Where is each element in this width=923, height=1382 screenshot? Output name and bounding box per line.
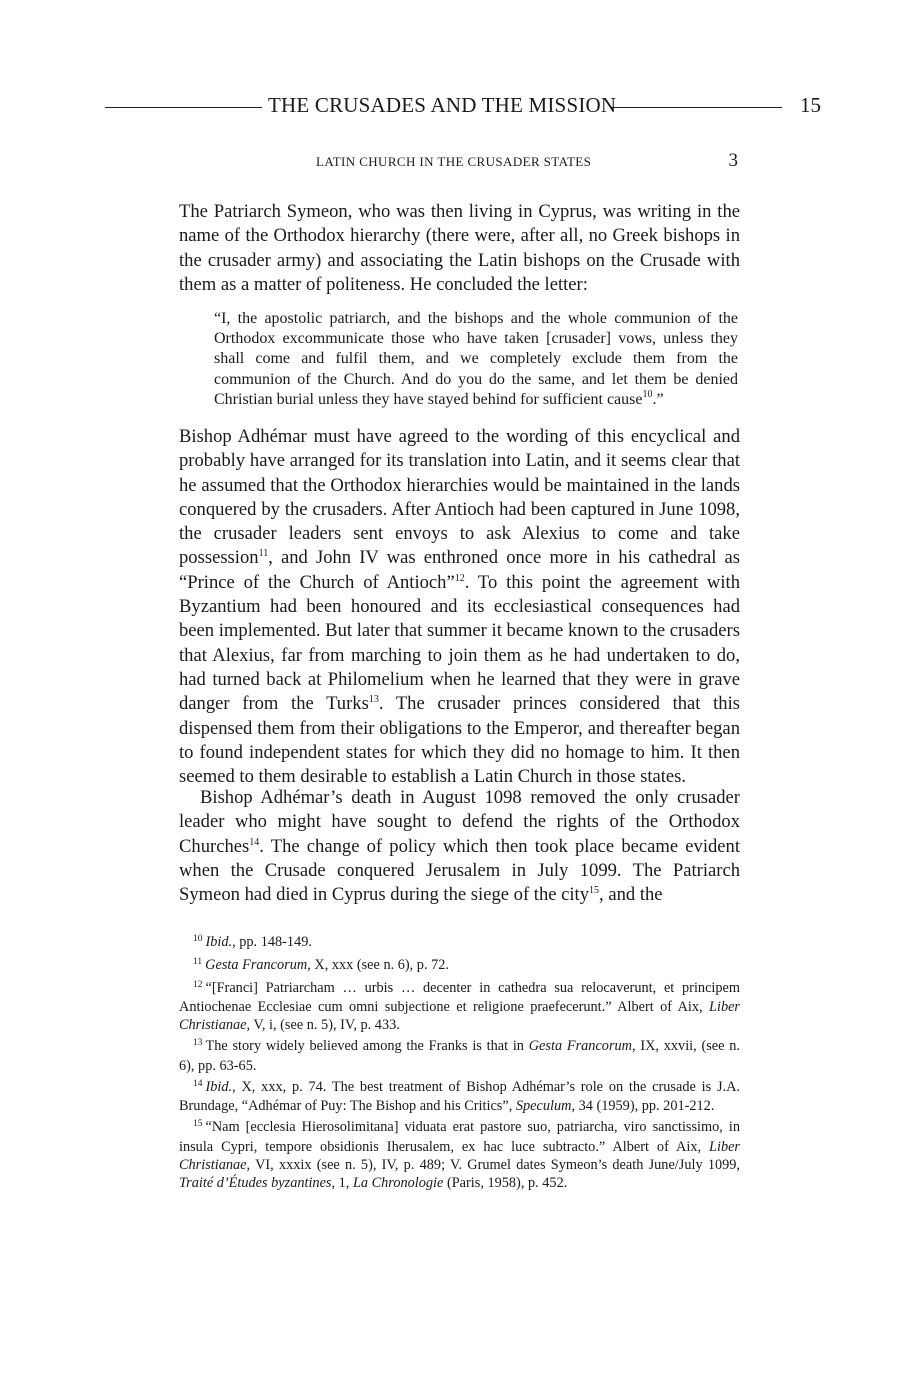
paragraph-text: Bishop Adhémar must have agreed to the wording of this encyclical and probably have arranged for its translation into Latin, and it seems clear that he assumed that the Orthodox hierarchies would be maintained in the lands conquered by the crusaders. After Antioch had been captured in June 1098, the crusader leaders sent envoys to ask Alexius to come and take possession	[179, 426, 740, 569]
footnote-number: 15	[193, 1119, 203, 1130]
running-header-title: THE CRUSADES AND THE MISSION	[268, 93, 617, 117]
footnote-italic: Liber Christianae	[179, 1138, 740, 1173]
paragraph-text: . The crusader princes considered that this dispensed them from their obligations to the Emperor, and thereafter began to found independent states for which they did no homage to him. It then seemed to them desirable to establish a Latin Church in those states.	[179, 693, 740, 788]
footnote-italic: Ibid.	[205, 934, 233, 950]
header-rule-left	[105, 107, 262, 108]
paragraph-text: Bishop Adhémar’s death in August 1098 removed the only crusader leader who might have sought to defend the rights of the Orthodox Churches	[179, 787, 740, 857]
block-quote	[214, 309, 738, 410]
paragraph-text: . To this point the agreement with Byzantium had been honoured and its ecclesiastical consequences had been implemented. But later that summer it became known to the crusaders that Alexius, far from marching to join them as he had undertaken to do, had turned back at Philomelium when he learned that they were in grave danger from the Turks	[179, 571, 740, 715]
footnote-text: , pp. 148-149.	[232, 934, 312, 950]
footnote-number: 13	[193, 1037, 203, 1048]
quote-end: .”	[652, 390, 664, 408]
footnote-text: (Paris, 1958), p. 452.	[443, 1174, 568, 1191]
article-header	[179, 150, 740, 174]
paragraph-text: The Patriarch Symeon, who was then living in Cyprus, was writing in the name of the Orthodox hierarchy (there were, after all, no Greek bishops in the crusader army) and associating the Latin bishops on the Crusade with them as a matter of politeness. He concluded the letter:	[179, 201, 740, 295]
footnote-13	[179, 1038, 740, 1076]
note-reference-14[interactable]: 14	[249, 836, 260, 848]
article-header-page-number: 3	[728, 150, 738, 171]
paragraph-text: , and John IV was enthroned once more in his cathedral as “Prince of the Church of Antioch”	[179, 547, 740, 593]
body-paragraph-3	[179, 786, 740, 907]
footnote-text: , VI, xxxix (see n. 5), IV, p. 489; V. Grumel dates Symeon’s death June/July 1099,	[246, 1156, 740, 1173]
footnote-text: “[Franci] Patriarcham … urbis … decenter in cathedra sua relocaverunt, et principem Antiochenae Ecclesiae cum omni subjectione et religione praefecerunt.” Albert of Aix,	[179, 979, 740, 1016]
footnote-italic: Speculum	[515, 1098, 572, 1115]
paragraph-text: , and the	[599, 884, 663, 906]
note-reference-11[interactable]: 11	[258, 548, 269, 560]
article-header-title: LATIN CHURCH IN THE CRUSADER STATES	[316, 154, 592, 169]
footnote-italic: Traité d’Études byzantines	[179, 1174, 332, 1191]
footnotes-list	[179, 934, 740, 1195]
footnote-14	[179, 1079, 740, 1117]
running-header	[105, 93, 821, 123]
footnote-text: “Nam [ecclesia Hierosolimitana] viduata erat pastore suo, patriarcha, viro sanctissimo, in insula Cypri, tempore obsidionis Iherusalem, ex hac luce subtracto.” Albert of Aix,	[179, 1119, 740, 1155]
header-rule-right	[612, 107, 782, 108]
note-reference-15[interactable]: 15	[589, 885, 600, 897]
note-reference-10[interactable]: 10	[642, 388, 653, 400]
footnote-text: , X, xxx, p. 74. The best treatment of Bishop Adhémar’s role on the crusade is J.A. Brundage, “Adhémar of Puy: The Bishop and his Critics”,	[179, 1078, 740, 1115]
footnote-italic: Liber Christianae	[179, 999, 740, 1034]
footnote-11	[179, 957, 740, 977]
note-reference-12[interactable]: 12	[454, 572, 465, 584]
footnote-text: , 34 (1959), pp. 201-212.	[571, 1098, 715, 1115]
footnote-italic: Ibid.	[205, 1078, 233, 1095]
footnote-number: 11	[193, 956, 203, 967]
footnote-italic: La Chronologie	[352, 1174, 444, 1191]
body-paragraph-1	[179, 200, 740, 297]
note-reference-13[interactable]: 13	[368, 694, 379, 706]
footnote-text: IX, xxvii, (see n. 6), pp. 63-65.	[179, 1037, 740, 1074]
footnote-number: 12	[193, 979, 203, 990]
footnote-10	[179, 934, 740, 954]
footnote-text: The story widely believed among the Franks is that in	[205, 1037, 529, 1054]
footnote-number: 14	[193, 1078, 203, 1089]
running-header-page-number: 15	[800, 93, 821, 117]
quote-text: “I, the apostolic patriarch, and the bishops and the whole communion of the Orthodox excommunicate those who have taken [crusader] vows, unless they shall come and fulfil them, and we completely exclude them from the communion of the Church. And do you do the same, and let them be denied Christian burial unless they have stayed behind for sufficient cause	[214, 310, 738, 408]
footnote-12	[179, 980, 740, 1035]
footnote-text: , X, xxx (see n. 6), p. 72.	[307, 956, 449, 973]
footnote-number: 10	[193, 934, 203, 944]
footnote-15	[179, 1119, 740, 1192]
footnote-text: , V, i, (see n. 5), IV, p. 433.	[246, 1017, 400, 1034]
footnote-italic: Gesta Francorum	[205, 956, 308, 973]
footnote-italic: Gesta Francorum,	[528, 1037, 636, 1054]
footnote-text: , 1,	[331, 1174, 353, 1191]
paragraph-text: . The change of policy which then took place became evident when the Crusade conquered Jerusalem in July 1099. The Patriarch Symeon had died in Cyprus during the siege of the city	[179, 835, 740, 906]
body-paragraph-2	[179, 425, 740, 789]
